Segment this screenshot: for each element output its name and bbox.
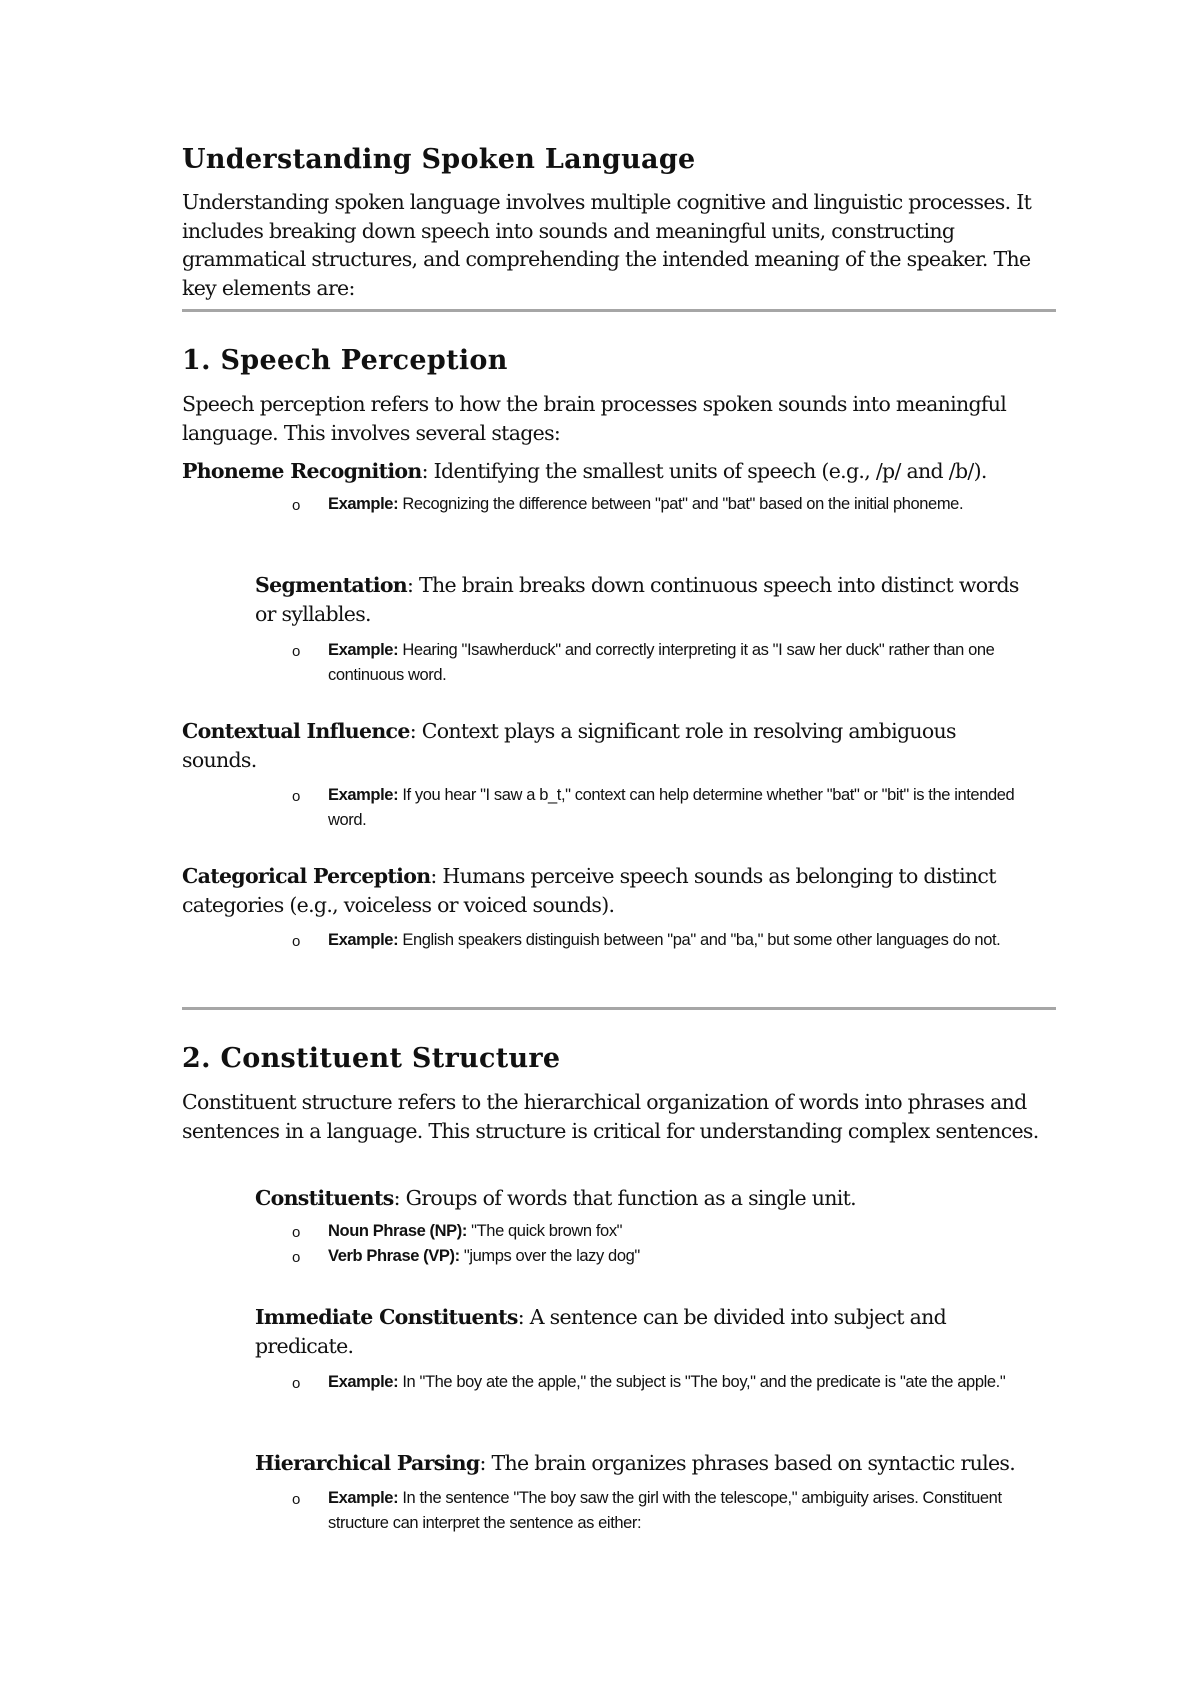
page-title: Understanding Spoken Language — [182, 144, 696, 175]
bullet-icon: o — [292, 643, 301, 660]
immediate-constituents-example — [328, 1370, 1028, 1395]
phoneme-recognition-example — [328, 492, 1028, 517]
item-term: Hierarchical Parsing — [255, 1451, 480, 1475]
example-text: Hearing "Isawherduck" and correctly interpreting it as "I saw her duck" rather than one continuous word. — [328, 641, 995, 684]
item-text: : Identifying the smallest units of speech (e.g., /p/ and /b/). — [421, 459, 987, 483]
hierarchical-parsing-example — [328, 1486, 1028, 1536]
bullet-icon: o — [292, 788, 301, 805]
phoneme-recognition-item — [182, 457, 987, 486]
item-text: : The brain organizes phrases based on syntactic rules. — [479, 1451, 1016, 1475]
segmentation-example — [328, 638, 1028, 688]
noun-phrase-example — [328, 1219, 622, 1244]
segmentation-item — [255, 571, 1035, 628]
example-text: If you hear "I saw a b_t," context can help determine whether "bat" or "bit" is the intended word. — [328, 786, 1015, 829]
item-term: Immediate Constituents — [255, 1305, 518, 1329]
vp-label: Verb Phrase (VP): — [328, 1247, 460, 1265]
bullet-icon: o — [292, 1224, 301, 1241]
section-heading-constituent-structure: 2. Constituent Structure — [182, 1043, 561, 1074]
item-text: : A sentence can be divided into subject and predicate. — [255, 1305, 947, 1358]
section-divider — [182, 1007, 1056, 1010]
example-text: Recognizing the difference between "pat" and "bat" based on the initial phoneme. — [398, 495, 964, 513]
example-label: Example: — [328, 786, 399, 804]
example-text: English speakers distinguish between "pa" and "ba," but some other languages do not. — [398, 931, 1001, 949]
example-text: In "The boy ate the apple," the subject is "The boy," and the predicate is "ate the apple." — [398, 1373, 1006, 1391]
verb-phrase-example — [328, 1244, 640, 1269]
item-term: Constituents — [255, 1186, 394, 1210]
example-label: Example: — [328, 1373, 399, 1391]
item-term: Contextual Influence — [182, 719, 410, 743]
np-label: Noun Phrase (NP): — [328, 1222, 467, 1240]
bullet-icon: o — [292, 1249, 301, 1266]
example-text: In the sentence "The boy saw the girl with the telescope," ambiguity arises. Constituent structure can interpret the sentence as either: — [328, 1489, 1002, 1532]
np-text: "The quick brown fox" — [466, 1222, 623, 1240]
example-label: Example: — [328, 1489, 399, 1507]
example-label: Example: — [328, 931, 399, 949]
intro-paragraph: Understanding spoken language involves multiple cognitive and linguistic processes. It includes breaking down speech into sounds and meaningful units, constructing grammatical structures, and comprehending the intended meaning of the speaker. The key elements are: — [182, 190, 1032, 300]
categorical-perception-example — [328, 928, 1028, 953]
item-text: : Humans perceive speech sounds as belonging to distinct categories (e.g., voiceless or voiced sounds). — [182, 864, 996, 917]
item-term: Segmentation — [255, 573, 408, 597]
bullet-icon: o — [292, 1491, 301, 1508]
vp-text: "jumps over the lazy dog" — [459, 1247, 640, 1265]
example-label: Example: — [328, 495, 399, 513]
speech-perception-intro: Speech perception refers to how the brain processes spoken sounds into meaningful language. This involves several stages: — [182, 392, 1007, 445]
bullet-icon: o — [292, 497, 301, 514]
item-term: Phoneme Recognition — [182, 459, 422, 483]
section-heading-speech-perception: 1. Speech Perception — [182, 345, 508, 376]
contextual-influence-item — [182, 717, 1032, 774]
item-term: Categorical Perception — [182, 864, 431, 888]
categorical-perception-item — [182, 862, 1032, 919]
constituent-structure-intro: Constituent structure refers to the hierarchical organization of words into phrases and sentences in a language. This structure is critical for understanding complex sentences. — [182, 1090, 1039, 1143]
contextual-influence-example — [328, 783, 1028, 833]
bullet-icon: o — [292, 933, 301, 950]
hierarchical-parsing-item — [255, 1449, 1015, 1478]
immediate-constituents-item — [255, 1303, 975, 1360]
item-text: : Context plays a significant role in resolving ambiguous sounds. — [182, 719, 956, 772]
item-text: : The brain breaks down continuous speech into distinct words or syllables. — [255, 573, 1019, 626]
item-text: : Groups of words that function as a single unit. — [393, 1186, 856, 1210]
bullet-icon: o — [292, 1375, 301, 1392]
constituents-item — [255, 1184, 856, 1213]
example-label: Example: — [328, 641, 399, 659]
section-divider — [182, 309, 1056, 312]
